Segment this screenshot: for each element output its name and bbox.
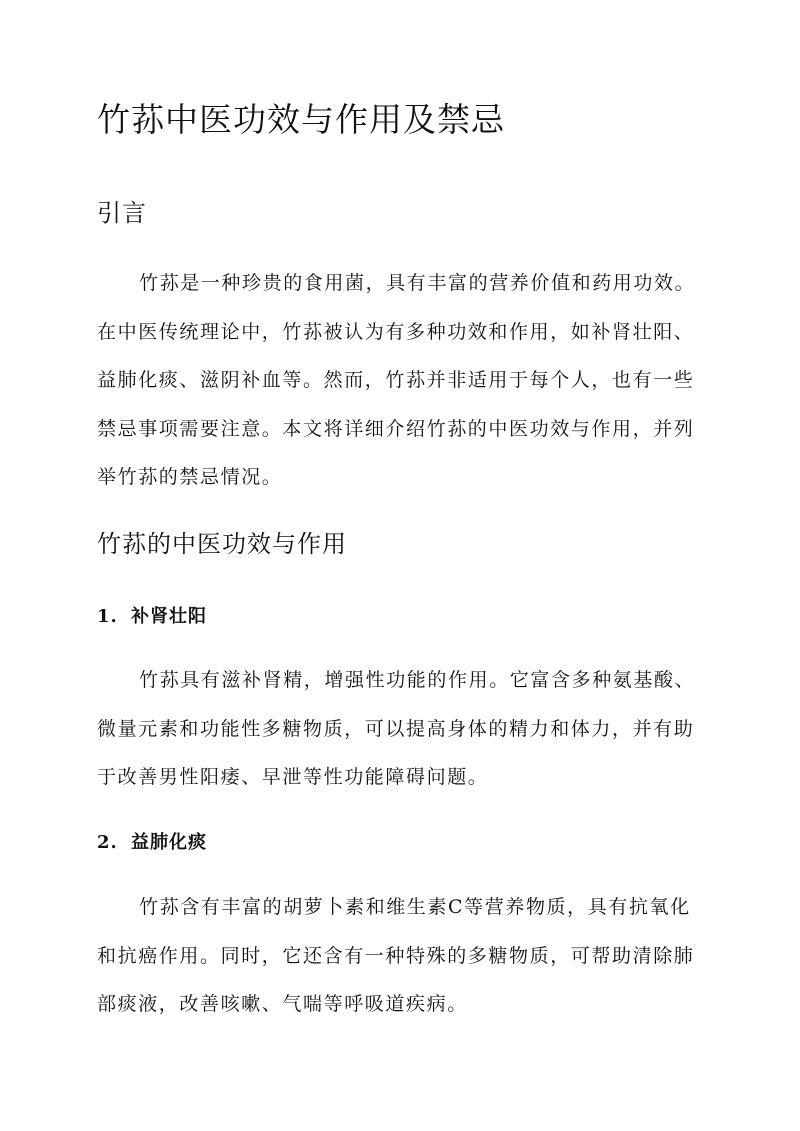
effect-1-heading (97, 603, 207, 631)
effect-2-heading (97, 829, 207, 857)
paragraph-line: 举竹荪的禁忌情况。 (97, 466, 283, 488)
effects-heading: 竹荪的中医功效与作用 (97, 530, 347, 558)
document-title: 竹荪中医功效与作用及禁忌 (97, 100, 505, 139)
paragraph-line: 和抗癌作用。同时，它还含有一种特殊的多糖物质，可帮助清除肺 (97, 944, 695, 967)
effect-2-number: 2. (97, 832, 118, 853)
paragraph-line: 竹荪含有丰富的胡萝卜素和维生素C等营养物质，具有抗氧化 (139, 896, 691, 918)
paragraph-line: 益肺化痰、滋阴补血等。然而，竹荪并非适用于每个人，也有一些 (97, 369, 695, 391)
effect-1-paragraph (97, 656, 703, 802)
paragraph-line: 竹荪具有滋补肾精，增强性功能的作用。它富含多种氨基酸、 (139, 669, 696, 691)
effect-1-title: 补肾壮阳 (131, 606, 207, 627)
effect-2-paragraph (97, 883, 703, 1029)
paragraph-line: 于改善男性阳痿、早泄等性功能障碍问题。 (97, 766, 489, 788)
effect-2-title: 益肺化痰 (131, 832, 207, 853)
paragraph-line: 部痰液，改善咳嗽、气喘等呼吸道疾病。 (97, 993, 468, 1015)
intro-heading: 引言 (97, 199, 147, 227)
intro-paragraph (97, 259, 703, 502)
effect-1-number: 1. (97, 606, 118, 627)
paragraph-line: 禁忌事项需要注意。本文将详细介绍竹荪的中医功效与作用，并列 (97, 417, 695, 440)
paragraph-line: 竹荪是一种珍贵的食用菌，具有丰富的营养价值和药用功效。 (139, 272, 696, 294)
paragraph-line: 在中医传统理论中，竹荪被认为有多种功效和作用，如补肾壮阳、 (97, 320, 695, 343)
paragraph-line: 微量元素和功能性多糖物质，可以提高身体的精力和体力，并有助 (97, 717, 695, 740)
